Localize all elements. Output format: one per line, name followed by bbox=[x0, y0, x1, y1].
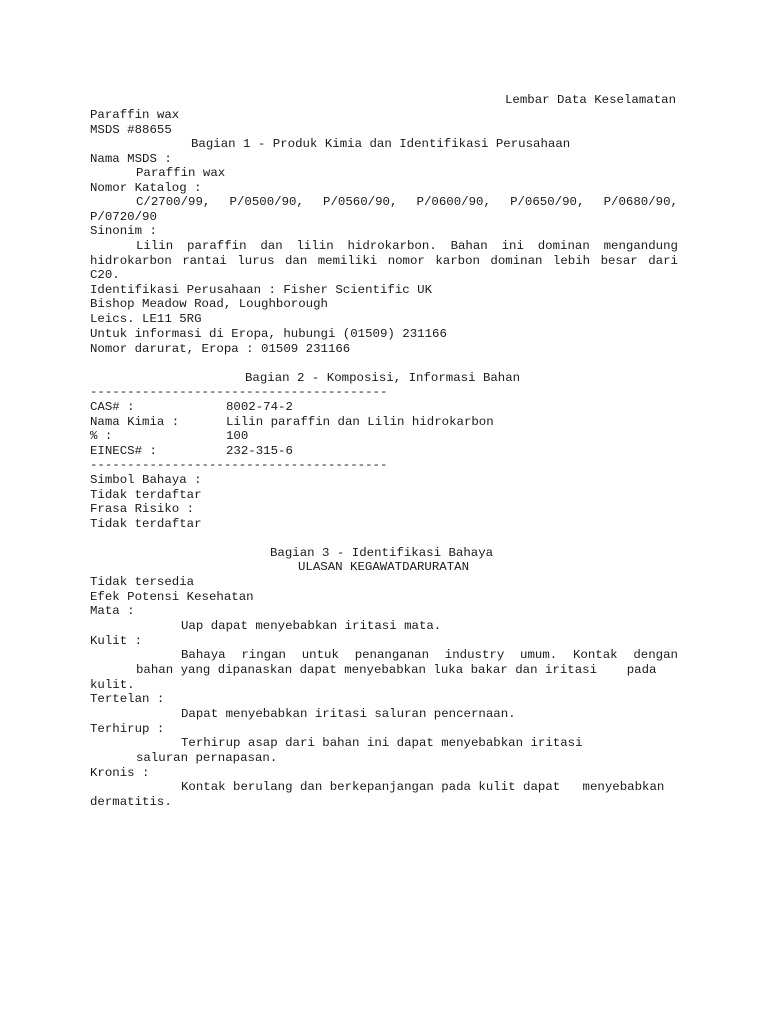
word: mengandung bbox=[603, 239, 678, 253]
emergency-number: Nomor darurat, Eropa : 01509 231166 bbox=[90, 342, 351, 356]
synonym-label: Sinonim : bbox=[90, 224, 157, 238]
divider-bottom: ---------------------------------------- bbox=[90, 458, 388, 472]
catalog-numbers-line bbox=[136, 195, 678, 210]
percent-value: 100 bbox=[226, 429, 249, 443]
word: Lilin bbox=[136, 239, 174, 253]
company-identification: Identifikasi Perusahaan : Fisher Scientific UK bbox=[90, 283, 433, 297]
inhalation-label: Terhirup : bbox=[90, 722, 165, 736]
hazard-symbol-value: Tidak terdaftar bbox=[90, 488, 202, 502]
chemical-name-value: Lilin paraffin dan Lilin hidrokarbon bbox=[226, 415, 494, 429]
chronic-line-2: dermatitis. bbox=[90, 795, 172, 809]
word: dominan bbox=[490, 254, 543, 268]
catalog-label: Nomor Katalog : bbox=[90, 181, 202, 195]
synonym-line-2 bbox=[90, 254, 678, 269]
catalog-number: P/0680/90, bbox=[603, 195, 678, 209]
einecs-label: EINECS# : bbox=[90, 444, 157, 458]
hazard-symbol-label: Simbol Bahaya : bbox=[90, 473, 202, 487]
synonym-line-3: C20. bbox=[90, 268, 120, 282]
msds-number: MSDS #88655 bbox=[90, 123, 172, 137]
company-address-line-2: Leics. LE11 5RG bbox=[90, 312, 202, 326]
not-available-text: Tidak tersedia bbox=[90, 575, 195, 589]
catalog-number: P/0500/90, bbox=[229, 195, 304, 209]
word: lurus bbox=[237, 254, 275, 268]
eye-label: Mata : bbox=[90, 604, 135, 618]
word: dengan bbox=[633, 648, 678, 662]
synonym-line-1 bbox=[136, 239, 678, 254]
word: Kontak bbox=[572, 648, 618, 662]
chronic-line-1: Kontak berulang dan berkepanjangan pada kulit dapat menyebabkan bbox=[181, 780, 665, 794]
cas-label: CAS# : bbox=[90, 400, 135, 414]
word: lilin bbox=[296, 239, 334, 253]
risk-phrase-value: Tidak terdaftar bbox=[90, 517, 202, 531]
health-effects-heading: Efek Potensi Kesehatan bbox=[90, 590, 254, 604]
word: hidrokarbon. bbox=[347, 239, 437, 253]
word: umum. bbox=[520, 648, 558, 662]
catalog-number: P/0600/90, bbox=[416, 195, 491, 209]
ingestion-text: Dapat menyebabkan iritasi saluran pencernaan. bbox=[181, 707, 516, 721]
catalog-number: P/0650/90, bbox=[510, 195, 585, 209]
word: nomor bbox=[387, 254, 425, 268]
word: industry bbox=[444, 648, 505, 662]
word: ini bbox=[501, 239, 524, 253]
word: dominan bbox=[537, 239, 590, 253]
section-2-title: Bagian 2 - Komposisi, Informasi Bahan bbox=[245, 371, 521, 385]
ingestion-label: Tertelan : bbox=[90, 692, 165, 706]
section-3-title: Bagian 3 - Identifikasi Bahaya bbox=[270, 546, 494, 560]
word: Bahaya bbox=[181, 648, 226, 662]
word: memiliki bbox=[317, 254, 378, 268]
msds-name-value: Paraffin wax bbox=[136, 166, 226, 180]
word: rantai bbox=[182, 254, 227, 268]
word: Bahan bbox=[450, 239, 488, 253]
word: besar bbox=[600, 254, 638, 268]
chemical-name-label: Nama Kimia : bbox=[90, 415, 180, 429]
word: paraffin bbox=[187, 239, 247, 253]
skin-line-2: bahan yang dipanaskan dapat menyebabkan luka bakar dan iritasi pada bbox=[136, 663, 657, 677]
product-name: Paraffin wax bbox=[90, 108, 180, 122]
section-1-title: Bagian 1 - Produk Kimia dan Identifikasi Perusahaan bbox=[191, 137, 571, 151]
word: ringan bbox=[241, 648, 286, 662]
catalog-number: C/2700/99, bbox=[136, 195, 211, 209]
skin-line-3: kulit. bbox=[90, 678, 135, 692]
einecs-value: 232-315-6 bbox=[226, 444, 293, 458]
chronic-label: Kronis : bbox=[90, 766, 150, 780]
divider-top: ---------------------------------------- bbox=[90, 385, 388, 399]
word: karbon bbox=[435, 254, 480, 268]
eye-text: Uap dapat menyebabkan iritasi mata. bbox=[181, 619, 442, 633]
word: dan bbox=[284, 254, 308, 268]
inhalation-line-2: saluran pernapasan. bbox=[136, 751, 278, 765]
risk-phrase-label: Frasa Risiko : bbox=[90, 502, 195, 516]
cas-value: 8002-74-2 bbox=[226, 400, 293, 414]
word: hidrokarbon bbox=[90, 254, 172, 268]
percent-label: % : bbox=[90, 429, 113, 443]
catalog-number: P/0560/90, bbox=[323, 195, 398, 209]
skin-label: Kulit : bbox=[90, 634, 143, 648]
europe-contact-info: Untuk informasi di Eropa, hubungi (01509) 231166 bbox=[90, 327, 447, 341]
msds-name-label: Nama MSDS : bbox=[90, 152, 172, 166]
word: dari bbox=[648, 254, 678, 268]
document-type-label: Lembar Data Keselamatan bbox=[505, 93, 677, 107]
word: untuk bbox=[301, 648, 339, 662]
word: dan bbox=[260, 239, 283, 253]
inhalation-line-1: Terhirup asap dari bahan ini dapat menyebabkan iritasi bbox=[181, 736, 583, 750]
section-3-subtitle: ULASAN KEGAWATDARURATAN bbox=[298, 560, 470, 574]
word: penanganan bbox=[354, 648, 430, 662]
catalog-number-last: P/0720/90 bbox=[90, 210, 157, 224]
word: lebih bbox=[552, 254, 591, 268]
skin-line-1 bbox=[181, 648, 678, 663]
company-address-line-1: Bishop Meadow Road, Loughborough bbox=[90, 297, 328, 311]
